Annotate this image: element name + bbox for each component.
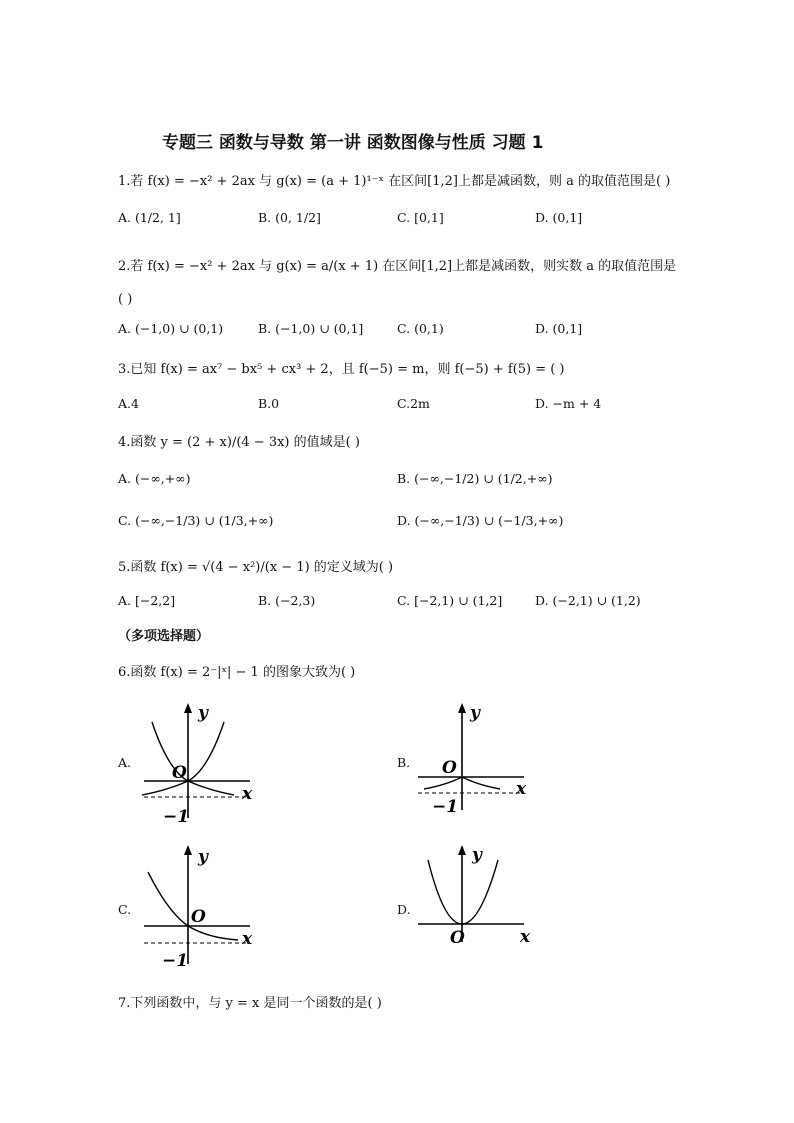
question-6-option-c: C. <box>118 902 132 917</box>
question-2-option-c: C. (0,1) <box>397 321 444 336</box>
graph-b-curve-right <box>462 777 500 789</box>
question-5-option-d: D. (−2,1) ∪ (1,2) <box>535 593 641 608</box>
question-1-option-a: A. (1/2, 1] <box>118 210 181 225</box>
graph-a-minus-one-label: −1 <box>163 807 190 827</box>
graph-a <box>138 700 268 828</box>
graph-b-origin-label: O <box>442 758 457 778</box>
question-3-option-a: A.4 <box>118 396 139 411</box>
question-6-option-a: A. <box>118 755 132 770</box>
question-1-option-b: B. (0, 1/2] <box>258 210 321 225</box>
question-6-option-d: D. <box>397 902 411 917</box>
section-label: （多项选择题） <box>118 629 210 644</box>
question-4-option-d: D. (−∞,−1/3) ∪ (−1/3,+∞) <box>397 513 564 528</box>
graph-a-origin-label: O <box>172 763 187 783</box>
question-4-option-c: C. (−∞,−1/3) ∪ (1/3,+∞) <box>118 513 274 528</box>
question-4-option-a: A. (−∞,+∞) <box>118 471 191 486</box>
graph-b-x-label: x <box>516 779 527 799</box>
graph-a-y-label: y <box>198 703 208 723</box>
graph-a-curve-2 <box>142 722 224 795</box>
question-5-option-a: A. [−2,2] <box>118 593 176 608</box>
question-6-stem: 6.函数 f(x) = 2⁻|ˣ| − 1 的图象大致为( ) <box>118 665 356 680</box>
graph-c <box>138 842 268 970</box>
page-title: 专题三 函数与导数 第一讲 函数图像与性质 习题 1 <box>162 133 544 153</box>
graph-c-origin-label: O <box>191 907 206 927</box>
graph-d-origin-label: O <box>450 928 465 948</box>
question-5-stem: 5.函数 f(x) = √(4 − x²)/(x − 1) 的定义域为( ) <box>118 560 394 575</box>
graph-c-minus-one-label: −1 <box>162 951 189 970</box>
graph-d <box>412 842 542 952</box>
question-3-option-d: D. −m + 4 <box>535 396 602 411</box>
question-7-stem: 7.下列函数中，与 y = x 是同一个函数的是( ) <box>118 996 382 1011</box>
graph-a-curve-1 <box>152 722 234 795</box>
graph-d-x-label: x <box>520 927 531 947</box>
graph-b-y-label: y <box>470 703 480 723</box>
graph-a-x-label: x <box>242 784 253 804</box>
graph-b-minus-one-label: −1 <box>432 797 459 817</box>
question-1-stem: 1.若 f(x) = −x² + 2ax 与 g(x) = (a + 1)¹⁻ˣ 在区间[1,2]上都是减函数，则 a 的取值范围是( ) <box>118 174 671 189</box>
question-3-option-c: C.2m <box>397 396 430 411</box>
question-3-option-b: B.0 <box>258 396 280 411</box>
question-2-option-b: B. (−1,0) ∪ (0,1] <box>258 321 364 336</box>
question-3-stem: 3.已知 f(x) = ax⁷ − bx⁵ + cx³ + 2，且 f(−5) = m，则 f(−5) + f(5) = ( ) <box>118 362 565 377</box>
question-2-option-a: A. (−1,0) ∪ (0,1) <box>118 321 224 336</box>
graph-d-curve <box>428 860 498 924</box>
question-6-option-b: B. <box>397 755 411 770</box>
question-5-option-c: C. [−2,1) ∪ (1,2] <box>397 593 503 608</box>
question-2-option-d: D. (0,1] <box>535 321 583 336</box>
graph-c-y-label: y <box>198 847 208 867</box>
question-1-option-c: C. [0,1] <box>397 210 444 225</box>
graph-b-curve-left <box>424 777 462 789</box>
graph-b <box>412 700 542 828</box>
question-2-stem-continued: ( ) <box>118 292 133 307</box>
question-2-stem: 2.若 f(x) = −x² + 2ax 与 g(x) = a/(x + 1) 在区间[1,2]上都是减函数，则实数 a 的取值范围是 <box>118 259 677 274</box>
question-5-option-b: B. (−2,3) <box>258 593 316 608</box>
graph-c-curve <box>148 872 238 940</box>
graph-c-x-label: x <box>242 929 253 949</box>
question-4-stem: 4.函数 y = (2 + x)/(4 − 3x) 的值域是( ) <box>118 435 360 450</box>
graph-d-y-label: y <box>472 845 482 865</box>
question-4-option-b: B. (−∞,−1/2) ∪ (1/2,+∞) <box>397 471 553 486</box>
question-1-option-d: D. (0,1] <box>535 210 583 225</box>
